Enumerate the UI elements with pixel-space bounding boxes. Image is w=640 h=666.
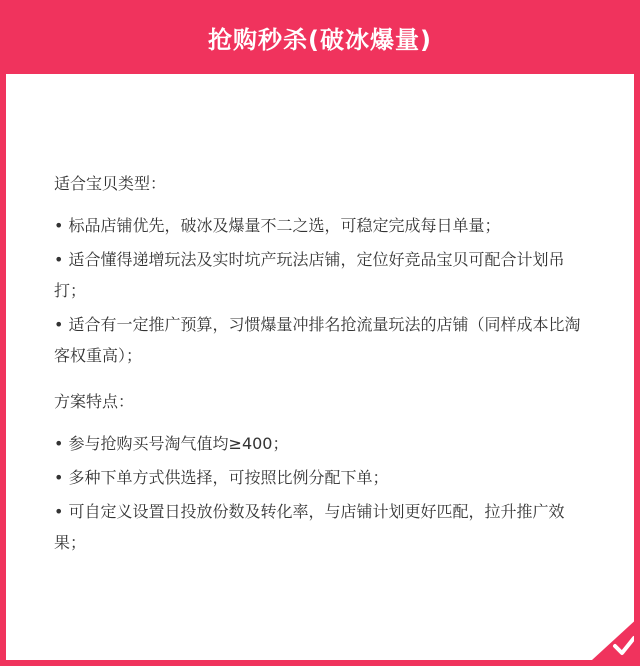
bullet-icon: • [54,250,64,269]
bullet-icon: • [54,315,64,334]
list-item [54,210,594,241]
bullet-icon: • [54,216,64,235]
card-title: 抢购秒杀(破冰爆量) [208,25,432,54]
list-item-text: 标品店铺优先，破冰及爆量不二之选，可稳定完成每日单量； [68,216,501,235]
bullet-icon: • [54,468,64,487]
list-item [54,244,594,306]
section-title: 适合宝贝类型： [54,174,167,193]
section-title: 方案特点： [54,392,135,411]
list-item [54,309,594,371]
bullet-icon: • [54,434,64,453]
section-suitable-products [54,170,594,371]
list-item-text: 多种下单方式供选择，可按照比例分配下单； [68,468,389,487]
checkmark-icon [592,616,640,660]
list-item-text: 适合懂得递增玩法及实时坑产玩法店铺，定位好竞品宝贝可配合计划吊打； [54,250,565,300]
card-header [6,0,634,74]
list-item [54,462,594,493]
list-item-text: 适合有一定推广预算，习惯爆量冲排名抢流量玩法的店铺（同样成本比淘客权重高）； [54,315,581,365]
bullet-icon: • [54,502,64,521]
list-item [54,496,594,558]
list-item [54,428,594,459]
list-item-text: 可自定义设置日投放份数及转化率，与店铺计划更好匹配，拉升推广效果； [54,502,565,552]
list-item-text: 参与抢购买号淘气值均≥400； [68,434,289,453]
section-plan-features [54,388,594,558]
section-divider [54,374,594,388]
card-content [54,170,594,561]
